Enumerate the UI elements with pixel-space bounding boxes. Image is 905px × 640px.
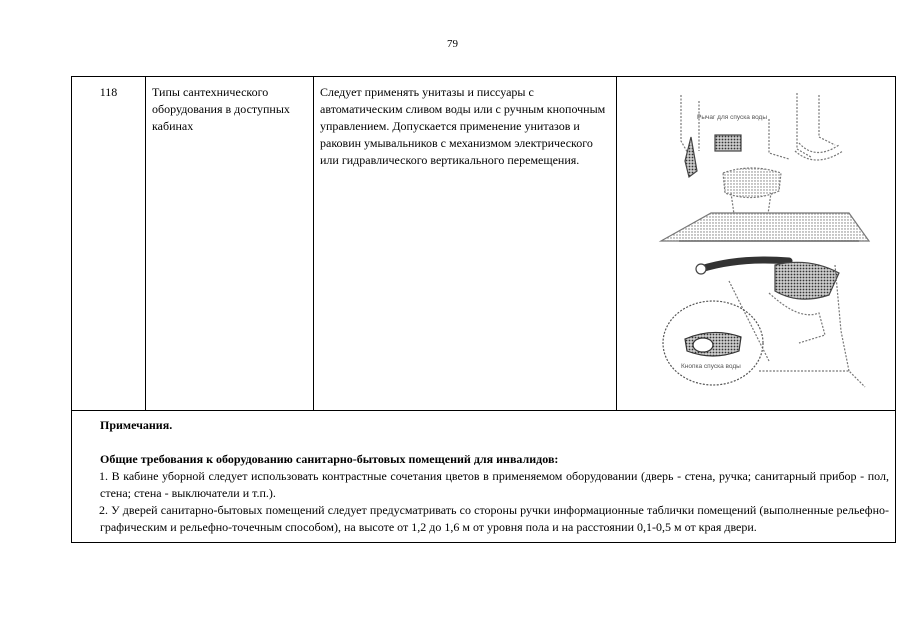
button-label: Кнопка спуска воды xyxy=(681,363,741,370)
notes-item-1: 1. В кабине уборной следует использовать контрастные сочетания цветов в применяемом оборудовании (дверь - стена, ручка; санитарный прибор - пол, стена; стена - выключатели и т.п.). xyxy=(99,469,889,500)
row-title: Типы сантехнического оборудования в доступных кабинах xyxy=(146,77,314,411)
table-row xyxy=(72,77,896,411)
toilet-equipment-illustration xyxy=(619,81,889,403)
notes-subheading: Общие требования к оборудованию санитарно-бытовых помещений для инвалидов: xyxy=(100,452,559,466)
notes-row xyxy=(72,411,896,543)
illustration-cell xyxy=(617,77,896,411)
row-description: Следует применять унитазы и писсуары с автоматическим сливом воды или с ручным кнопочным управлением. Допускается применение унитазов и раковин умывальников с механизмом электрического или гидравлического вертикального перемещения. xyxy=(314,77,617,411)
notes-cell xyxy=(72,411,896,543)
requirements-table xyxy=(71,76,896,543)
lever-label: Рычаг для спуска воды xyxy=(697,114,768,121)
row-number: 118 xyxy=(72,77,146,411)
notes-item-2: 2. У дверей санитарно-бытовых помещений следует предусматривать со стороны ручки информационные таблички помещений (выполненные рельефно-графическим и рельефно-точечным способом), на высоте от 1,2 до 1,6 м от уровня пола и на расстоянии 0,1-0,5 м от края двери. xyxy=(99,503,889,534)
page-number: 79 xyxy=(447,38,458,50)
notes-heading: Примечания. xyxy=(100,418,173,432)
